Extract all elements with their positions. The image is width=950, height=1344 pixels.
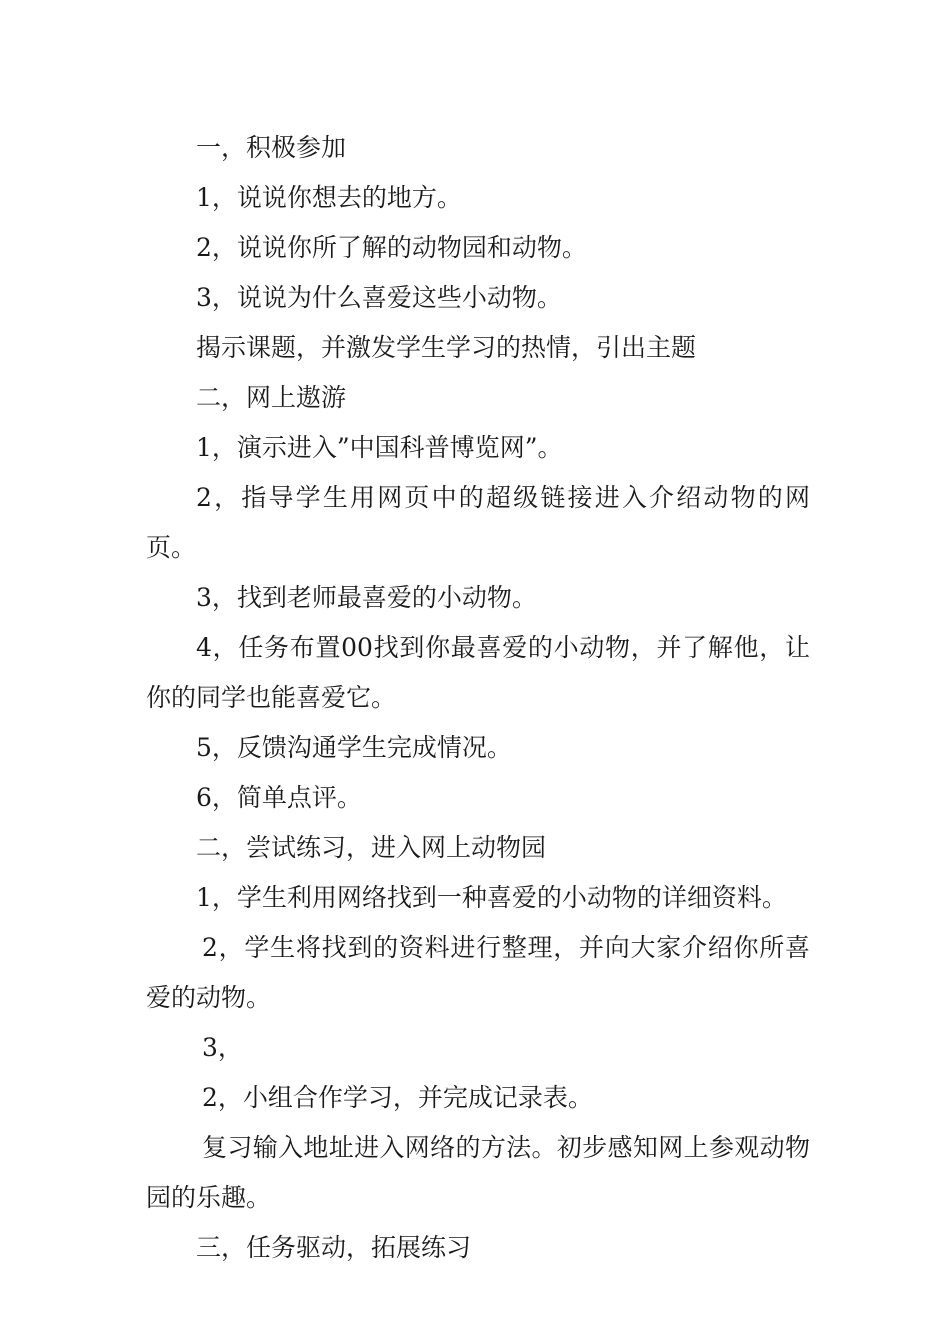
list-item: 2，说说你所了解的动物园和动物。 [196, 233, 587, 262]
heading-section-3: 三，任务驱动，拓展练习 [196, 1233, 472, 1262]
list-item: 1，说说你想去的地方。 [196, 183, 462, 212]
heading-section-1: 一，积极参加 [196, 133, 347, 162]
heading-section-2b: 二，尝试练习，进入网上动物园 [196, 833, 547, 862]
list-item: 3，找到老师最喜爱的小动物。 [196, 583, 537, 612]
paragraph: 复习输入地址进入网络的方法。初步感知网上参观动物园的乐趣。 [146, 1133, 810, 1212]
list-item: 1，学生利用网络找到一种喜爱的小动物的详细资料。 [196, 883, 787, 912]
paragraph: 揭示课题，并激发学生学习的热情，引出主题 [196, 333, 697, 362]
list-item: 3， [202, 1033, 243, 1062]
heading-section-2: 二，网上遨游 [196, 383, 347, 412]
list-item: 2，学生将找到的资料进行整理，并向大家介绍你所喜爱的动物。 [146, 933, 810, 1012]
document-body [146, 123, 810, 1273]
list-item: 4，任务布置00找到你最喜爱的小动物，并了解他，让你的同学也能喜爱它。 [146, 633, 810, 712]
list-item: 6，简单点评。 [196, 783, 362, 812]
list-item: 3，说说为什么喜爱这些小动物。 [196, 283, 562, 312]
list-item: 2，指导学生用网页中的超级链接进入介绍动物的网页。 [146, 483, 810, 562]
list-item: 1，演示进入”中国科普博览网”。 [196, 433, 563, 462]
list-item: 5，反馈沟通学生完成情况。 [196, 733, 512, 762]
list-item: 2，小组合作学习，并完成记录表。 [202, 1083, 593, 1112]
